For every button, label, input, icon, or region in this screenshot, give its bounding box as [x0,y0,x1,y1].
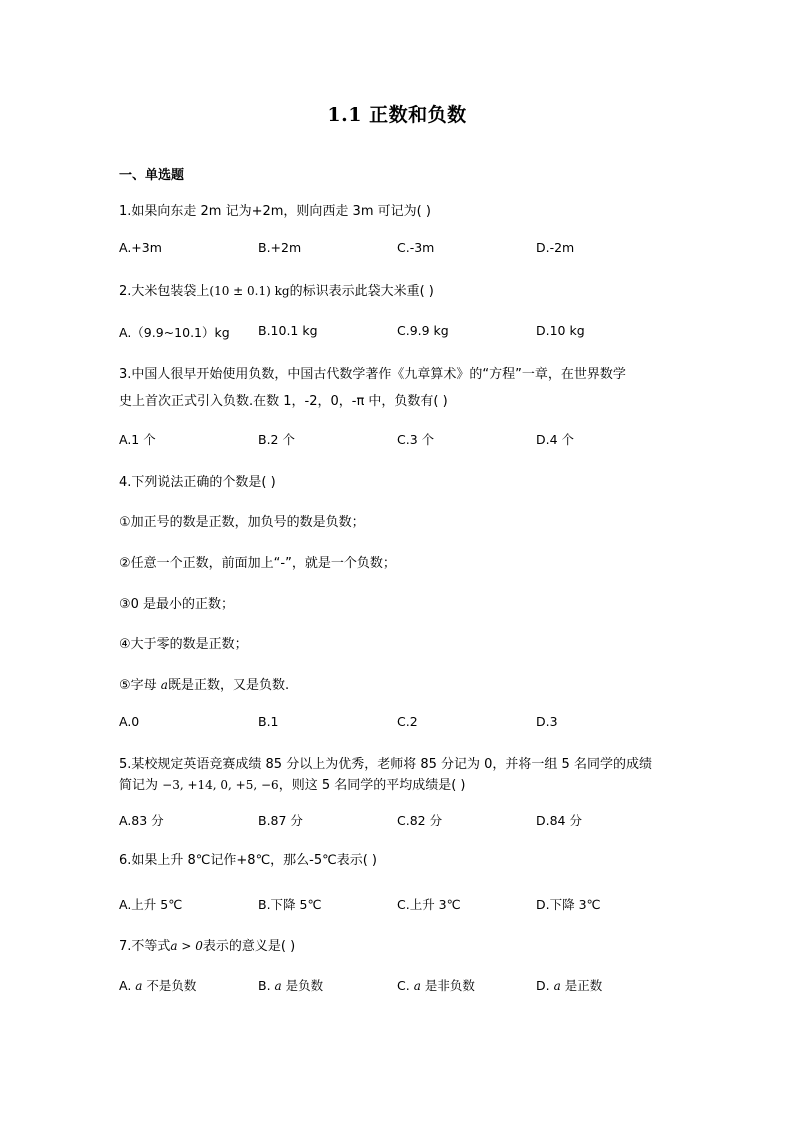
question-7-option-c [397,976,475,994]
statement-5-start: ⑤字母 [119,678,161,693]
option-variable: a [413,979,421,993]
question-6-stem: 6.如果上升 8℃记作+8℃，那么-5℃表示( ) [119,853,378,868]
option-suffix: 是负数 [281,978,324,993]
question-4-statement-5 [119,674,289,693]
question-2-option-b: B.10.1 kg [258,323,318,338]
question-4-statement-4: ④大于零的数是正数； [119,637,248,652]
question-2-stem [119,280,434,299]
section-heading: 一、单选题 [119,168,185,183]
question-1-option-a: A.+3m [119,240,162,255]
question-5-line-2 [119,774,466,793]
question-4-option-a: A.0 [119,714,140,729]
question-2-math: (10 ± 0.1) kg [209,284,290,298]
option-suffix: 不是负数 [142,978,197,993]
question-5-option-b: B.87 分 [258,813,303,828]
question-1-option-b: B.+2m [258,240,302,255]
question-3-line-2: 史上首次正式引入负数.在数 1，-2，0，-π 中，负数有( ) [119,394,448,409]
question-7-stem-end: 表示的意义是( ) [202,939,296,954]
question-5-line-1: 5.某校规定英语竞赛成绩 85 分以上为优秀，老师将 85 分记为 0，并将一组 5 名同学的成绩 [119,757,652,772]
question-3-option-c: C.3 个 [397,432,435,447]
option-prefix: C. [397,978,414,993]
option-variable: a [553,979,561,993]
option-variable: a [274,979,282,993]
question-5-math: −3, +14, 0, +5, −6 [162,778,279,792]
question-5-line-2-start: 简记为 [119,778,163,793]
question-4-stem: 4.下列说法正确的个数是( ) [119,475,276,490]
question-2-stem-end: 的标识表示此袋大米重( ) [289,284,434,299]
question-1-option-d: D.-2m [536,240,575,255]
option-prefix: A. [119,978,136,993]
question-2-stem-start: 2.大米包装袋上 [119,284,210,299]
option-prefix: D. [536,978,554,993]
question-6-option-c: C.上升 3℃ [397,897,461,912]
question-4-statement-3: ③0 是最小的正数； [119,597,235,612]
question-6-option-d: D.下降 3℃ [536,897,601,912]
question-7-option-b [258,976,323,994]
question-4-statement-1: ①加正号的数是正数，加负号的数是负数； [119,515,365,530]
question-7-stem-start: 7.不等式 [119,939,171,954]
statement-5-end: 既是正数，又是负数. [167,678,290,693]
question-3-line-1: 3.中国人很早开始使用负数，中国古代数学著作《九章算术》的“方程”一章，在世界数学 [119,367,626,382]
option-suffix: 是正数 [560,978,603,993]
statement-5-variable: a [160,678,168,692]
question-5-option-d: D.84 分 [536,813,582,828]
question-7-stem [119,935,295,954]
question-2-option-d: D.10 kg [536,323,585,338]
question-3-option-b: B.2 个 [258,432,295,447]
question-7-option-d [536,976,602,994]
question-4-option-c: C.2 [397,714,418,729]
question-1-stem: 1.如果向东走 2m 记为+2m，则向西走 3m 可记为( ) [119,204,431,219]
question-4-option-b: B.1 [258,714,279,729]
question-3-option-a: A.1 个 [119,432,156,447]
question-5-option-a: A.83 分 [119,813,164,828]
option-prefix: B. [258,978,275,993]
question-1-option-c: C.-3m [397,240,435,255]
question-7-option-a [119,976,196,994]
option-variable: a [135,979,143,993]
question-6-option-a: A.上升 5℃ [119,897,183,912]
question-5-line-2-end: ，则这 5 名同学的平均成绩是( ) [278,778,466,793]
page-title: 1.1 正数和负数 [327,104,467,126]
question-3-option-d: D.4 个 [536,432,575,447]
question-4-statement-2: ②任意一个正数，前面加上“-”，就是一个负数； [119,556,396,571]
question-2-option-a: A.（9.9~10.1）kg [119,325,230,340]
option-suffix: 是非负数 [420,978,475,993]
question-4-option-d: D.3 [536,714,558,729]
question-5-option-c: C.82 分 [397,813,443,828]
question-2-option-c: C.9.9 kg [397,323,449,338]
question-6-option-b: B.下降 5℃ [258,897,322,912]
question-7-math: a > 0 [170,939,203,953]
